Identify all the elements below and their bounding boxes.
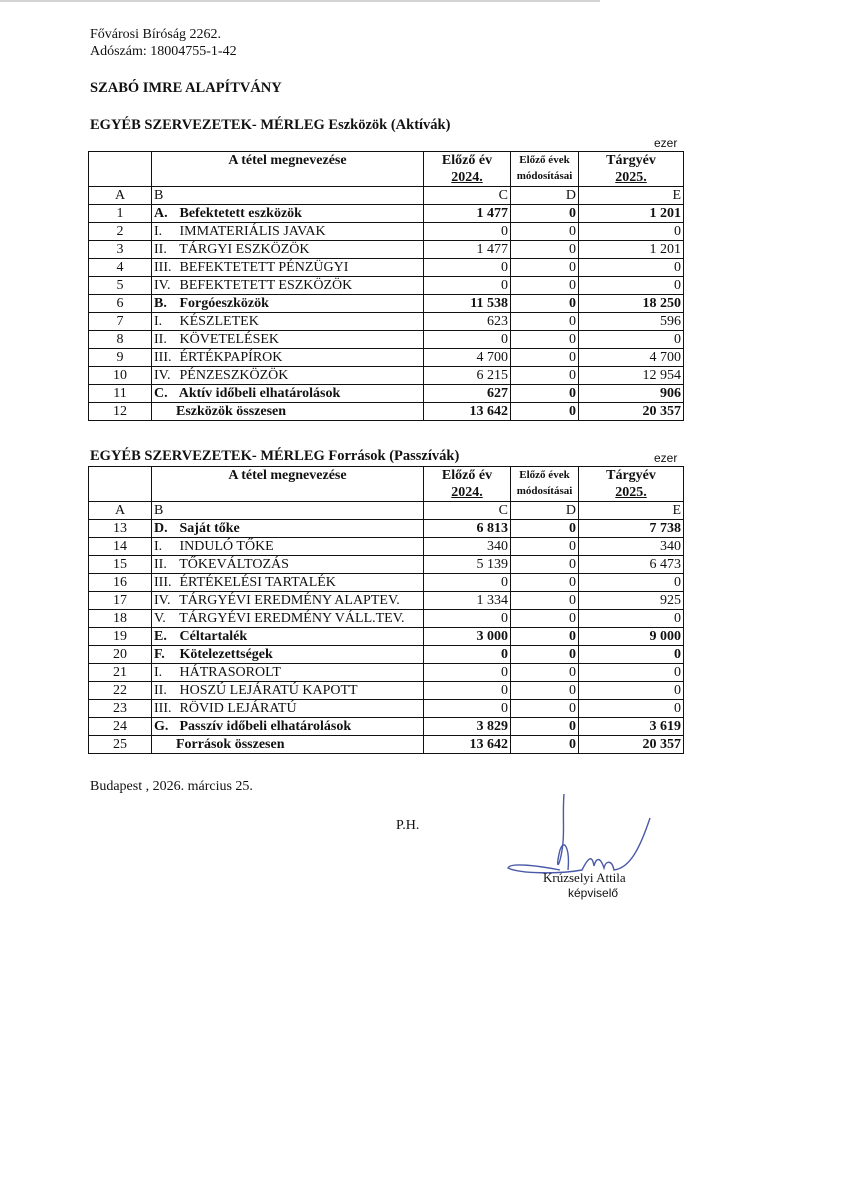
assets-unit-label: ezer — [654, 136, 678, 150]
previous-year-value: 0 — [424, 331, 511, 349]
item-label: Saját tőke — [179, 520, 240, 536]
previous-year-value: 1 334 — [424, 592, 511, 610]
header-current-year-value: 2025. — [615, 170, 647, 185]
item-name — [152, 646, 424, 664]
header-modifications-line1: Előző évek — [519, 469, 570, 481]
row-number: 6 — [89, 295, 152, 313]
item-name — [152, 556, 424, 574]
previous-year-value: 4 700 — [424, 349, 511, 367]
current-year-value: 0 — [579, 331, 684, 349]
header-previous-year-value: 2024. — [451, 485, 483, 500]
letter-b: B — [152, 502, 424, 520]
previous-year-value: 0 — [424, 277, 511, 295]
table-row — [89, 403, 684, 421]
table-row — [89, 592, 684, 610]
table-header-row — [89, 152, 684, 187]
letter-c: C — [424, 502, 511, 520]
header-current-year-label: Tárgyév — [606, 153, 656, 168]
modification-value: 0 — [511, 718, 579, 736]
letter-e: E — [579, 187, 684, 205]
modification-value: 0 — [511, 241, 579, 259]
table-row — [89, 241, 684, 259]
previous-year-value: 0 — [424, 700, 511, 718]
item-name — [152, 538, 424, 556]
organization-name: SZABÓ IMRE ALAPÍTVÁNY — [90, 80, 282, 96]
item-name — [152, 403, 424, 421]
item-name — [152, 664, 424, 682]
table-row — [89, 700, 684, 718]
current-year-value: 1 201 — [579, 241, 684, 259]
current-year-value: 0 — [579, 682, 684, 700]
table-row — [89, 205, 684, 223]
row-number: 22 — [89, 682, 152, 700]
item-label: Kötelezettségek — [179, 646, 273, 662]
current-year-value: 0 — [579, 259, 684, 277]
place-and-date: Budapest , 2026. március 25. — [90, 779, 253, 794]
item-prefix: III. — [154, 259, 172, 275]
item-label: RÖVID LEJÁRATÚ — [179, 700, 297, 716]
modification-value: 0 — [511, 205, 579, 223]
header-previous-year — [424, 467, 511, 502]
modification-value: 0 — [511, 700, 579, 718]
item-prefix: I. — [154, 538, 163, 554]
row-number: 21 — [89, 664, 152, 682]
item-label: Források összesen — [176, 736, 285, 752]
item-prefix: I. — [154, 664, 163, 680]
item-prefix: IV. — [154, 277, 171, 293]
liabilities-unit-label: ezer — [654, 451, 678, 465]
item-name — [152, 331, 424, 349]
previous-year-value: 0 — [424, 223, 511, 241]
header-item-name: A tétel megnevezése — [152, 152, 424, 187]
item-name — [152, 628, 424, 646]
previous-year-value: 3 000 — [424, 628, 511, 646]
item-prefix: II. — [154, 556, 167, 572]
modification-value: 0 — [511, 664, 579, 682]
previous-year-value: 3 829 — [424, 718, 511, 736]
row-number: 14 — [89, 538, 152, 556]
modification-value: 0 — [511, 223, 579, 241]
table-row — [89, 538, 684, 556]
row-number: 25 — [89, 736, 152, 754]
modification-value: 0 — [511, 574, 579, 592]
modification-value: 0 — [511, 331, 579, 349]
current-year-value: 906 — [579, 385, 684, 403]
item-name — [152, 700, 424, 718]
table-row — [89, 277, 684, 295]
current-year-value: 596 — [579, 313, 684, 331]
current-year-value: 4 700 — [579, 349, 684, 367]
item-prefix: A. — [154, 205, 168, 221]
court-registration: Fővárosi Bíróság 2262. — [90, 27, 222, 42]
row-number: 10 — [89, 367, 152, 385]
item-name — [152, 259, 424, 277]
table-row — [89, 385, 684, 403]
letter-e: E — [579, 502, 684, 520]
column-letter-row — [89, 187, 684, 205]
table-row — [89, 736, 684, 754]
table-row — [89, 313, 684, 331]
item-prefix: E. — [154, 628, 167, 644]
row-number: 2 — [89, 223, 152, 241]
item-label: ÉRTÉKPAPÍROK — [179, 349, 283, 365]
signature-scribble — [500, 788, 670, 883]
signer-role: képviselő — [568, 886, 619, 900]
row-number: 15 — [89, 556, 152, 574]
row-number: 1 — [89, 205, 152, 223]
item-label: Forgóeszközök — [179, 295, 269, 311]
row-number: 3 — [89, 241, 152, 259]
modification-value: 0 — [511, 520, 579, 538]
item-label: Passzív időbeli elhatárolások — [179, 718, 352, 734]
table-row — [89, 223, 684, 241]
previous-year-value: 0 — [424, 646, 511, 664]
item-label: Aktív időbeli elhatárolások — [178, 385, 341, 401]
item-name — [152, 367, 424, 385]
modification-value: 0 — [511, 385, 579, 403]
header-blank-cell — [89, 152, 152, 187]
modification-value: 0 — [511, 628, 579, 646]
item-prefix: F. — [154, 646, 165, 662]
item-prefix: B. — [154, 295, 167, 311]
current-year-value: 0 — [579, 700, 684, 718]
item-label: Befektetett eszközök — [179, 205, 302, 221]
assets-balance-table — [88, 151, 684, 421]
previous-year-value: 13 642 — [424, 403, 511, 421]
current-year-value: 1 201 — [579, 205, 684, 223]
row-number: 4 — [89, 259, 152, 277]
table-row — [89, 574, 684, 592]
item-label: IMMATERIÁLIS JAVAK — [179, 223, 326, 239]
item-label: TÁRGYÉVI EREDMÉNY VÁLL.TEV. — [179, 610, 405, 626]
item-label: BEFEKTETETT PÉNZÜGYI — [179, 259, 349, 275]
table-row — [89, 628, 684, 646]
letter-c: C — [424, 187, 511, 205]
item-name — [152, 295, 424, 313]
current-year-value: 6 473 — [579, 556, 684, 574]
table-row — [89, 367, 684, 385]
table-row — [89, 646, 684, 664]
table-row — [89, 295, 684, 313]
modification-value: 0 — [511, 349, 579, 367]
header-current-year — [579, 467, 684, 502]
current-year-value: 0 — [579, 646, 684, 664]
current-year-value: 0 — [579, 574, 684, 592]
previous-year-value: 0 — [424, 259, 511, 277]
header-current-year — [579, 152, 684, 187]
previous-year-value: 1 477 — [424, 205, 511, 223]
previous-year-value: 340 — [424, 538, 511, 556]
item-label: TÁRGYÉVI EREDMÉNY ALAPTEV. — [179, 592, 400, 608]
current-year-value: 12 954 — [579, 367, 684, 385]
table-row — [89, 682, 684, 700]
item-label: Eszközök összesen — [176, 403, 287, 419]
modification-value: 0 — [511, 313, 579, 331]
signer-name: Krúzselyi Attila — [543, 870, 626, 885]
scan-edge-line — [0, 0, 600, 2]
header-current-year-value: 2025. — [615, 485, 647, 500]
letter-a: A — [89, 502, 152, 520]
modification-value: 0 — [511, 403, 579, 421]
previous-year-value: 0 — [424, 664, 511, 682]
previous-year-value: 623 — [424, 313, 511, 331]
previous-year-value: 0 — [424, 682, 511, 700]
item-name — [152, 592, 424, 610]
modification-value: 0 — [511, 538, 579, 556]
modification-value: 0 — [511, 277, 579, 295]
letter-d: D — [511, 502, 579, 520]
item-prefix: G. — [154, 718, 169, 734]
header-modifications-line1: Előző évek — [519, 154, 570, 166]
modification-value: 0 — [511, 556, 579, 574]
modification-value: 0 — [511, 367, 579, 385]
item-label: INDULÓ TŐKE — [179, 538, 274, 554]
row-number: 8 — [89, 331, 152, 349]
current-year-value: 20 357 — [579, 403, 684, 421]
row-number: 13 — [89, 520, 152, 538]
item-label: TŐKEVÁLTOZÁS — [179, 556, 289, 572]
item-label: HÁTRASOROLT — [179, 664, 281, 680]
previous-year-value: 11 538 — [424, 295, 511, 313]
row-number: 9 — [89, 349, 152, 367]
current-year-value: 0 — [579, 223, 684, 241]
current-year-value: 925 — [579, 592, 684, 610]
table-row — [89, 520, 684, 538]
modification-value: 0 — [511, 592, 579, 610]
previous-year-value: 1 477 — [424, 241, 511, 259]
previous-year-value: 627 — [424, 385, 511, 403]
item-name — [152, 313, 424, 331]
row-number: 24 — [89, 718, 152, 736]
column-letter-row — [89, 502, 684, 520]
previous-year-value: 6 215 — [424, 367, 511, 385]
item-name — [152, 520, 424, 538]
header-previous-year-label: Előző év — [441, 153, 493, 168]
item-prefix: III. — [154, 574, 172, 590]
letter-a: A — [89, 187, 152, 205]
header-previous-year-value: 2024. — [451, 170, 483, 185]
header-modifications-line2: módosításai — [516, 485, 573, 497]
item-name — [152, 718, 424, 736]
item-label: TÁRGYI ESZKÖZÖK — [179, 241, 310, 257]
current-year-value: 18 250 — [579, 295, 684, 313]
modification-value: 0 — [511, 295, 579, 313]
row-number: 18 — [89, 610, 152, 628]
header-modifications-line2: módosításai — [516, 170, 573, 182]
item-prefix: III. — [154, 700, 172, 716]
modification-value: 0 — [511, 646, 579, 664]
item-name — [152, 736, 424, 754]
item-label: BEFEKTETETT ESZKÖZÖK — [179, 277, 353, 293]
stamp-placeholder: P.H. — [396, 818, 420, 833]
current-year-value: 0 — [579, 664, 684, 682]
current-year-value: 0 — [579, 277, 684, 295]
table-row — [89, 664, 684, 682]
previous-year-value: 6 813 — [424, 520, 511, 538]
item-prefix: C. — [154, 385, 168, 401]
header-item-name: A tétel megnevezése — [152, 467, 424, 502]
table-row — [89, 610, 684, 628]
letter-b: B — [152, 187, 424, 205]
item-prefix: II. — [154, 241, 167, 257]
item-prefix: IV. — [154, 592, 171, 608]
table-row — [89, 556, 684, 574]
assets-section-title: EGYÉB SZERVEZETEK- MÉRLEG Eszközök (Aktívák) — [90, 117, 451, 133]
row-number: 20 — [89, 646, 152, 664]
header-previous-year-label: Előző év — [441, 468, 493, 483]
item-name — [152, 277, 424, 295]
item-name — [152, 682, 424, 700]
item-prefix: I. — [154, 313, 163, 329]
liabilities-section-title: EGYÉB SZERVEZETEK- MÉRLEG Források (Passzívák) — [90, 448, 460, 464]
item-prefix: I. — [154, 223, 163, 239]
modification-value: 0 — [511, 682, 579, 700]
current-year-value: 9 000 — [579, 628, 684, 646]
item-label: HOSZÚ LEJÁRATÚ KAPOTT — [179, 682, 358, 698]
previous-year-value: 0 — [424, 610, 511, 628]
header-previous-year — [424, 152, 511, 187]
item-prefix: V. — [154, 610, 166, 626]
previous-year-value: 0 — [424, 574, 511, 592]
current-year-value: 340 — [579, 538, 684, 556]
row-number: 17 — [89, 592, 152, 610]
liabilities-balance-table — [88, 466, 684, 754]
item-prefix: II. — [154, 682, 167, 698]
modification-value: 0 — [511, 736, 579, 754]
item-name — [152, 241, 424, 259]
previous-year-value: 5 139 — [424, 556, 511, 574]
letter-d: D — [511, 187, 579, 205]
table-row — [89, 259, 684, 277]
modification-value: 0 — [511, 259, 579, 277]
item-name — [152, 574, 424, 592]
item-prefix: II. — [154, 331, 167, 347]
tax-id: Adószám: 18004755-1-42 — [90, 44, 237, 59]
item-name — [152, 385, 424, 403]
table-header-row — [89, 467, 684, 502]
header-current-year-label: Tárgyév — [606, 468, 656, 483]
header-modifications — [511, 152, 579, 187]
item-name — [152, 205, 424, 223]
row-number: 16 — [89, 574, 152, 592]
item-prefix: IV. — [154, 367, 171, 383]
item-name — [152, 349, 424, 367]
row-number: 23 — [89, 700, 152, 718]
header-blank-cell — [89, 467, 152, 502]
current-year-value: 0 — [579, 610, 684, 628]
table-row — [89, 718, 684, 736]
row-number: 19 — [89, 628, 152, 646]
item-label: Céltartalék — [179, 628, 248, 644]
current-year-value: 20 357 — [579, 736, 684, 754]
previous-year-value: 13 642 — [424, 736, 511, 754]
item-name — [152, 610, 424, 628]
row-number: 12 — [89, 403, 152, 421]
row-number: 11 — [89, 385, 152, 403]
modification-value: 0 — [511, 610, 579, 628]
item-prefix: III. — [154, 349, 172, 365]
item-label: PÉNZESZKÖZÖK — [179, 367, 289, 383]
header-modifications — [511, 467, 579, 502]
item-label: KÉSZLETEK — [179, 313, 259, 329]
signature-stroke — [508, 794, 650, 873]
item-name — [152, 223, 424, 241]
item-label: ÉRTÉKELÉSI TARTALÉK — [179, 574, 336, 590]
current-year-value: 3 619 — [579, 718, 684, 736]
item-prefix: D. — [154, 520, 168, 536]
current-year-value: 7 738 — [579, 520, 684, 538]
row-number: 5 — [89, 277, 152, 295]
table-row — [89, 331, 684, 349]
row-number: 7 — [89, 313, 152, 331]
table-row — [89, 349, 684, 367]
item-label: KÖVETELÉSEK — [179, 331, 280, 347]
